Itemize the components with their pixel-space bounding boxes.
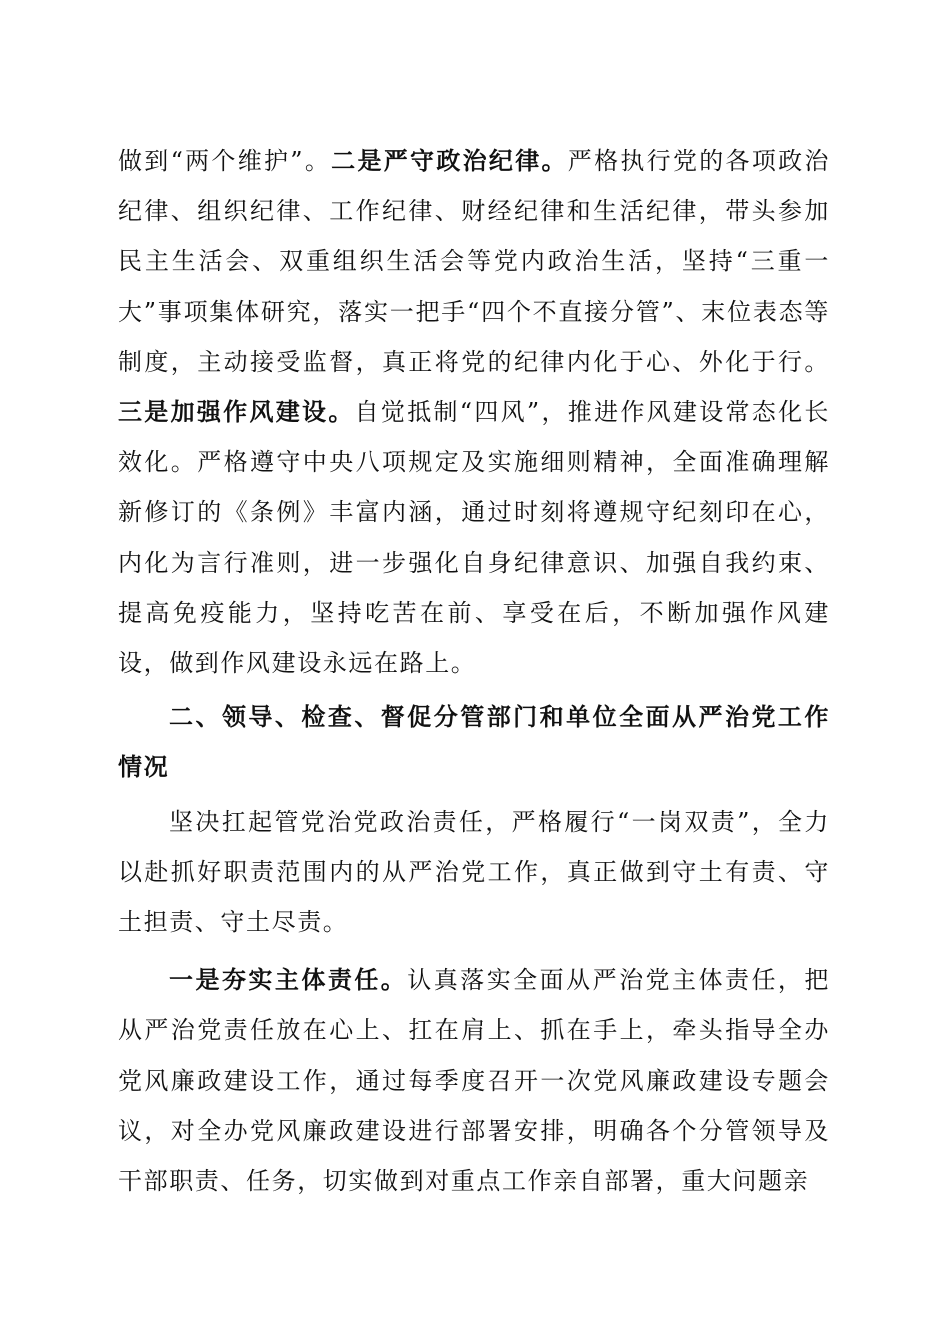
paragraph-discipline xyxy=(118,136,830,688)
paragraph-responsibility: 坚决扛起管党治党政治责任，严格履行“一岗双责”，全力以赴抓好职责范围内的从严治党工作，真正做到守土有责、守土担责、守土尽责。 xyxy=(118,807,830,937)
text-segment: 做到“两个维护”。 xyxy=(118,147,332,175)
text-segment: 自觉抵制“四风”，推进作风建设常态化长效化。严格遵守中央八项规定及实施细则精神，全面准确理解新修订的《条例》丰富内涵，通过时刻将遵规守纪刻印在心，内化为言行准则，进一步强化自身纪律意识、加强自我约束、提高免疫能力，坚持吃苦在前、享受在后，不断加强作风建设，做到作风建设永远在路上。 xyxy=(118,398,830,678)
bold-lead-political-discipline: 二是严守政治纪律。 xyxy=(331,147,568,175)
bold-lead-work-style: 三是加强作风建设。 xyxy=(118,398,355,427)
text-segment: 认真落实全面从严治党主体责任，把从严治党责任放在心上、扛在肩上、抓在手上，牵头指导全办党风廉政建设工作，通过每季度召开一次党风廉政建设专题会议，对全办党风廉政建设进行部署安排，明确各个分管领导及干部职责、任务，切实做到对重点工作亲自部署，重大问题亲 xyxy=(118,966,830,1196)
section-heading: 二、领导、检查、督促分管部门和单位全面从严治党工作情况 xyxy=(118,703,830,782)
paragraph-main-responsibility xyxy=(118,955,830,1206)
bold-lead-main-responsibility: 一是夯实主体责任。 xyxy=(169,966,408,995)
text-segment: 严格执行党的各项政治纪律、组织纪律、工作纪律、财经纪律和生活纪律，带头参加民主生活会、双重组织生活会等党内政治生活，坚持“三重一大”事项集体研究，落实一把手“四个不直接分管”、末位表态等制度，主动接受监督，真正将党的纪律内化于心、外化于行。 xyxy=(118,147,830,376)
document-page xyxy=(118,136,830,1206)
